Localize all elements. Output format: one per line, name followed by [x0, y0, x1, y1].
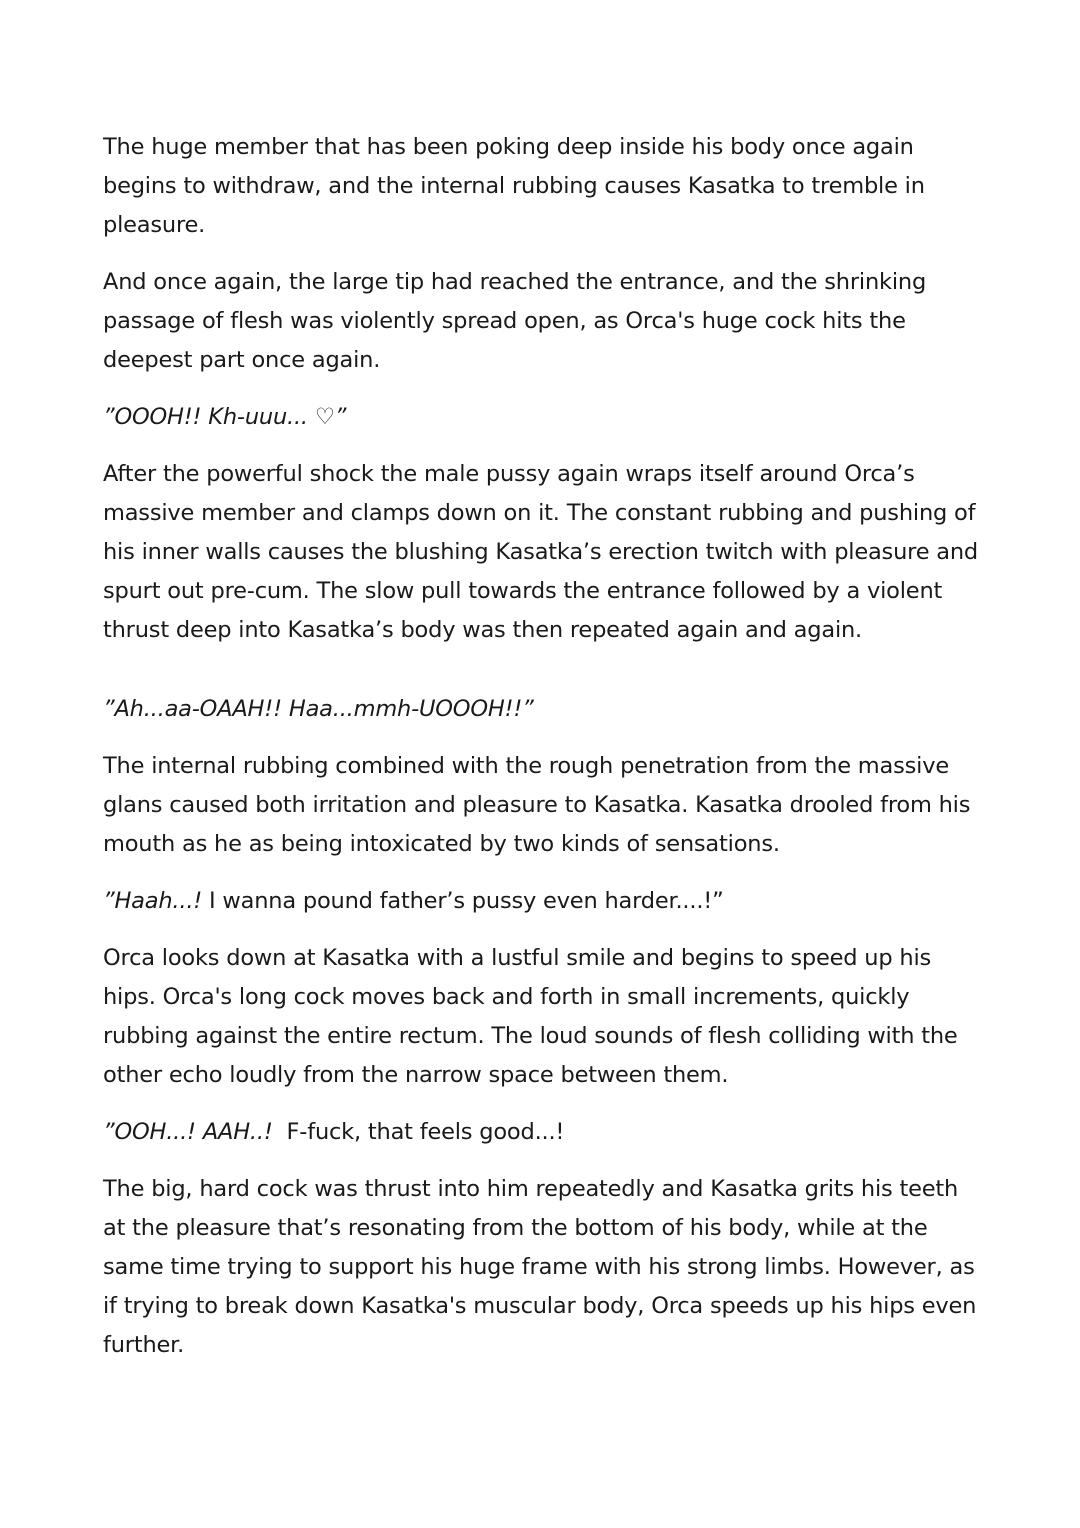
dialogue-line [103, 1113, 983, 1152]
paragraph: After the powerful shock the male pussy again wraps itself around Orca’s massive member and clamps down on it. The constant rubbing and pushing of his inner walls causes the blushing Kasatka’s erection twitch with pleasure and spurt out pre-cum. The slow pull towards the entrance followed by a violent thrust deep into Kasatka’s body was then repeated again and again. [103, 461, 979, 643]
dialogue-regular: F-fuck, that feels good...! [272, 1119, 565, 1145]
paragraph: The big, hard cock was thrust into him repeatedly and Kasatka grits his teeth at the pleasure that’s resonating from the bottom of his body, while at the same time trying to support his huge frame with his strong limbs. However, as if trying to break down Kasatka's muscular body, Orca speeds up his hips even further. [103, 1176, 977, 1358]
paragraph: The huge member that has been poking deep inside his body once again begins to withdraw, and the internal rubbing causes Kasatka to tremble in pleasure. [103, 134, 925, 238]
paragraph: The internal rubbing combined with the rough penetration from the massive glans caused both irritation and pleasure to Kasatka. Kasatka drooled from his mouth as he as being intoxicated by two kinds of sensations. [103, 753, 971, 857]
dialogue-italic: ”Haah...! [103, 888, 203, 914]
dialogue-line [103, 882, 983, 921]
document-body [103, 128, 983, 1383]
paragraph: And once again, the large tip had reached the entrance, and the shrinking passage of flesh was violently spread open, as Orca's huge cock hits the deepest part once again. [103, 269, 927, 373]
paragraph: Orca looks down at Kasatka with a lustful smile and begins to speed up his hips. Orca's long cock moves back and forth in small increments, quickly rubbing against the entire rectum. The loud sounds of flesh colliding with the other echo loudly from the narrow space between them. [103, 945, 958, 1088]
dialogue-italic: ”OOH...! AAH..! [103, 1119, 273, 1145]
dialogue-regular: I wanna pound father’s pussy even harder....!” [202, 888, 724, 914]
dialogue-line: ”Ah...aa-OAAH!! Haa...mmh-UOOOH!!” [103, 696, 534, 722]
dialogue-line: ”OOOH!! Kh-uuu... ♡” [103, 404, 347, 430]
